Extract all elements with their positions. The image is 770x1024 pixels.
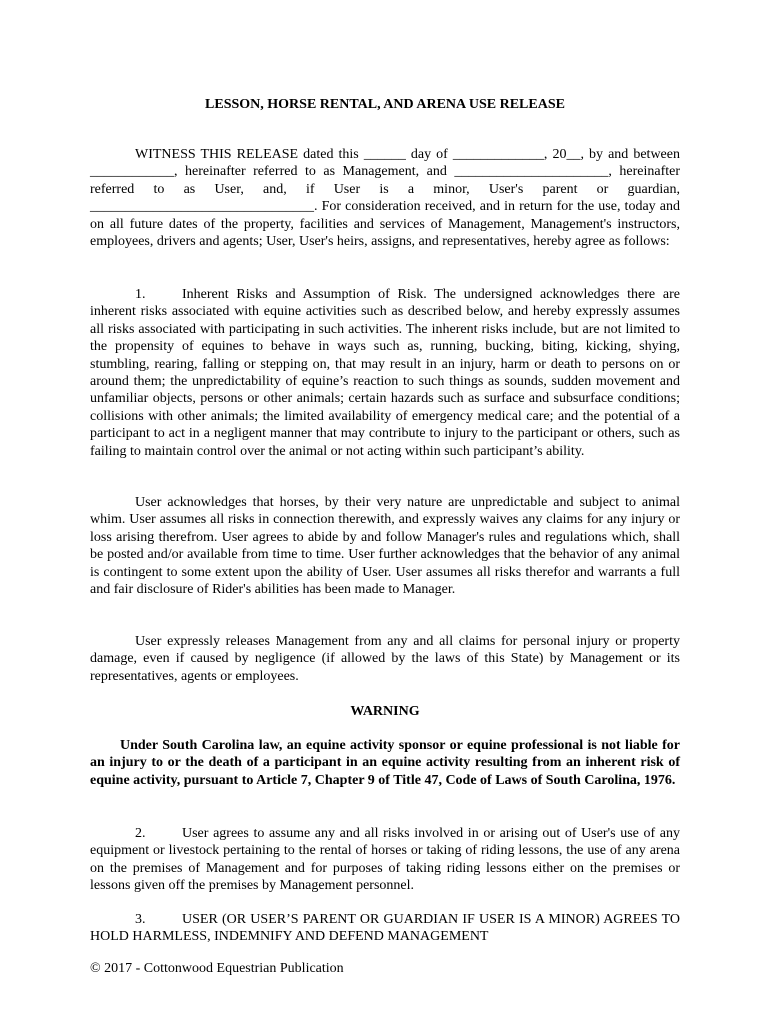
witness-paragraph: WITNESS THIS RELEASE dated this ______ day of _____________, 20__, by and between ____________, hereinafter referred to as Management, and ______________________, hereinafter referred to as User, and, if User is a minor, User's parent or guardian, ________________________________. For consideration received, and in return for the use, today and on all future dates of the property, facilities and services of Management, Management's instructors, employees, drivers and agents; User, User's heirs, assigns, and representatives, hereby agree as follows: (90, 147, 680, 250)
warning-heading: WARNING (350, 704, 420, 719)
section-1-text: Inherent Risks and Assumption of Risk. The undersigned acknowledges there are inherent risks associated with equine activities such as described below, and hereby expressly assumes all risks associated with participating in such activities. The inherent risks include, but are not limited to the propensity of equines to behave in ways such as, running, bucking, biting, kicking, shying, stumbling, rearing, falling or stepping on, that may result in an injury, harm or death to persons on or around them; the unpredictability of equine’s reaction to such things as sounds, sudden movement and unfamiliar objects, persons or other animals; certain hazards such as surface and subsurface conditions; collisions with other animals; the limited availability of emergency medical care; and the potential of a participant to act in a negligent manner that may contribute to injury to the participant or others, such as failing to maintain control over the animal or not acting within such participant’s ability. (90, 287, 680, 459)
section-3-text: USER (OR USER’S PARENT OR GUARDIAN IF USER IS A MINOR) AGREES TO HOLD HARMLESS, INDEMNIFY AND DEFEND MANAGEMENT (90, 912, 680, 945)
section-1-paragraph (90, 286, 680, 460)
acknowledge-paragraph: User acknowledges that horses, by their very nature are unpredictable and subject to animal whim. User assumes all risks in connection therewith, and expressly waives any claims for any injury or loss arising therefrom. User agrees to abide by and follow Manager's rules and regulations which, shall be posted and/or available from time to time. User further acknowledges that the behavior of any animal is contingent to some extent upon the ability of User. User assumes all risks therefor and warrants a full and fair disclosure of Rider's abilities has been made to Manager. (90, 495, 680, 598)
section-2-number: 2. (135, 826, 146, 841)
section-3-number: 3. (135, 912, 146, 927)
release-paragraph: User expressly releases Management from any and all claims for personal injury or property damage, even if caused by negligence (if allowed by the laws of this State) by Management or its representatives, agents or employees. (90, 634, 680, 684)
section-1-number: 1. (135, 287, 146, 302)
section-3-paragraph (90, 911, 680, 946)
section-2-text: User agrees to assume any and all risks involved in or arising out of User's use of any equipment or livestock pertaining to the rental of horses or taking of riding lessons, the use of any arena on the premises of Management and for purposes of taking riding lessons either on the premises or lessons given off the premises by Management personnel. (90, 826, 680, 894)
section-2-paragraph (90, 825, 680, 895)
page-footer: © 2017 - Cottonwood Equestrian Publication (90, 961, 344, 976)
warning-text: Under South Carolina law, an equine activity sponsor or equine professional is not liable for an injury to or the death of a participant in an equine activity resulting from an inherent risk of equine activity, pursuant to Article 7, Chapter 9 of Title 47, Code of Laws of South Carolina, 1976. (90, 738, 680, 788)
document-page (90, 0, 680, 1024)
document-title: LESSON, HORSE RENTAL, AND ARENA USE RELEASE (205, 97, 565, 112)
